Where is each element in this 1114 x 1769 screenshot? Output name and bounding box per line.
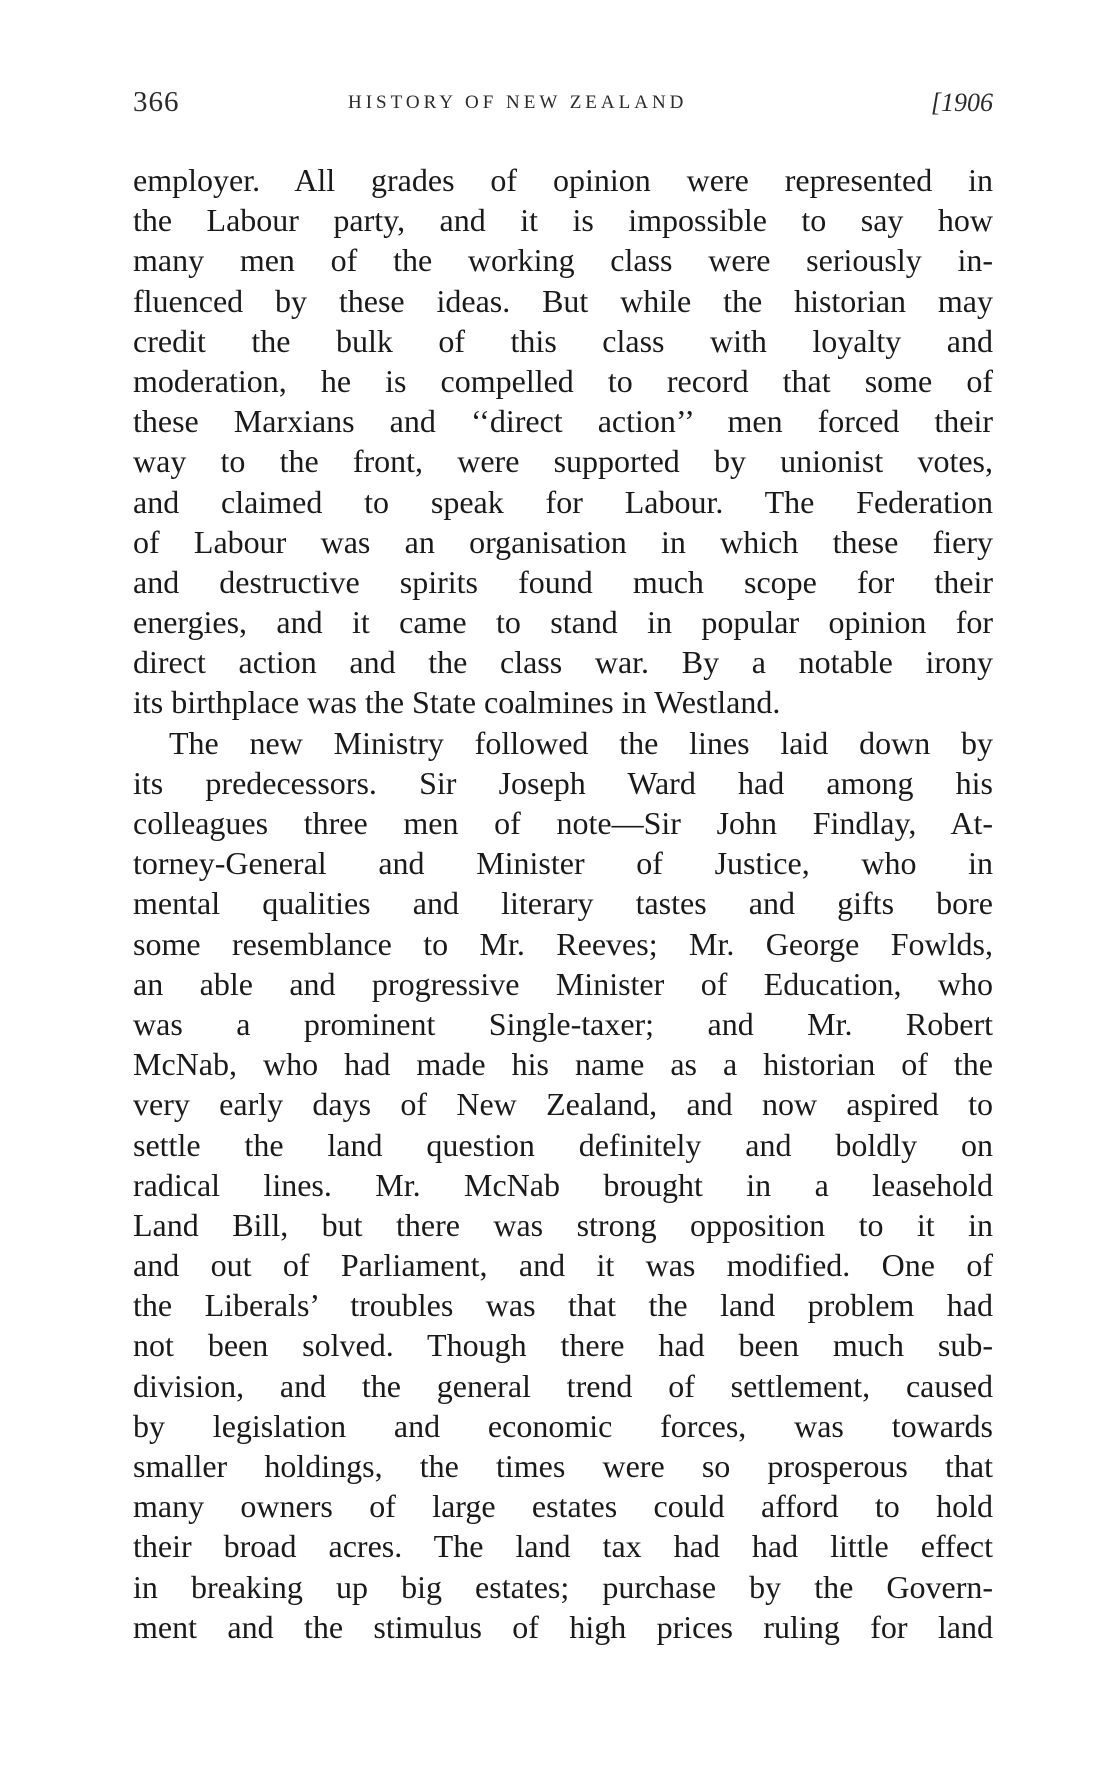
text-line: its birthplace was the State coalmines in Westland.: [133, 684, 781, 721]
text-line: in breaking up big estates; purchase by the Govern-: [133, 1568, 993, 1605]
text-line: Land Bill, but there was strong opposition to it in: [133, 1206, 993, 1243]
text-line: ment and the stimulus of high prices ruling for land: [133, 1608, 993, 1645]
text-line: division, and the general trend of settlement, caused: [133, 1367, 993, 1404]
text-line: credit the bulk of this class with loyalty and: [133, 322, 993, 359]
text-line: their broad acres. The land tax had had little effect: [133, 1528, 993, 1565]
text-line: not been solved. Though there had been much sub-: [133, 1327, 993, 1364]
text-line: smaller holdings, the times were so prosperous that: [133, 1448, 993, 1484]
text-line: an able and progressive Minister of Education, who: [133, 965, 993, 1002]
page-number: 366: [133, 86, 180, 118]
text-line: these Marxians and ‘‘direct action’’ men forced their: [133, 403, 993, 440]
text-line: and claimed to speak for Labour. The Federation: [133, 483, 993, 520]
running-title: HISTORY OF NEW ZEALAND: [348, 92, 688, 113]
body-text: [133, 160, 993, 1647]
text-line: many owners of large estates could afford to hold: [133, 1488, 993, 1525]
text-line: settle the land question definitely and boldly on: [133, 1126, 993, 1163]
text-line: and out of Parliament, and it was modified. One of: [133, 1247, 993, 1284]
text-line: direct action and the class war. By a notable irony: [133, 644, 993, 681]
text-line: its predecessors. Sir Joseph Ward had among his: [133, 764, 993, 801]
text-line: many men of the working class were seriously in-: [133, 242, 993, 279]
text-line: The new Ministry followed the lines laid down by: [169, 724, 993, 761]
text-line: energies, and it came to stand in popular opinion for: [133, 604, 993, 641]
text-line: torney-General and Minister of Justice, who in: [133, 845, 993, 882]
text-line: fluenced by these ideas. But while the historian may: [133, 282, 993, 319]
text-line: moderation, he is compelled to record that some of: [133, 362, 993, 399]
text-line: the Labour party, and it is impossible to say how: [133, 202, 993, 239]
running-head: [133, 86, 993, 126]
text-line: employer. All grades of opinion were represented in: [133, 162, 993, 198]
text-line: the Liberals’ troubles was that the land problem had: [133, 1287, 993, 1324]
text-line: mental qualities and literary tastes and gifts bore: [133, 885, 993, 922]
text-line: McNab, who had made his name as a historian of the: [133, 1046, 993, 1083]
running-year: [1906: [930, 88, 993, 117]
text-line: way to the front, were supported by unionist votes,: [133, 443, 993, 480]
text-line: of Labour was an organisation in which these fiery: [133, 523, 993, 560]
text-line: some resemblance to Mr. Reeves; Mr. George Fowlds,: [133, 925, 993, 962]
text-line: by legislation and economic forces, was towards: [133, 1407, 993, 1444]
text-line: radical lines. Mr. McNab brought in a leasehold: [133, 1166, 993, 1203]
text-line: and destructive spirits found much scope for their: [133, 563, 993, 600]
text-line: colleagues three men of note—Sir John Findlay, At-: [133, 805, 993, 841]
text-line: was a prominent Single-taxer; and Mr. Robert: [133, 1005, 993, 1042]
text-line: very early days of New Zealand, and now aspired to: [133, 1086, 993, 1123]
